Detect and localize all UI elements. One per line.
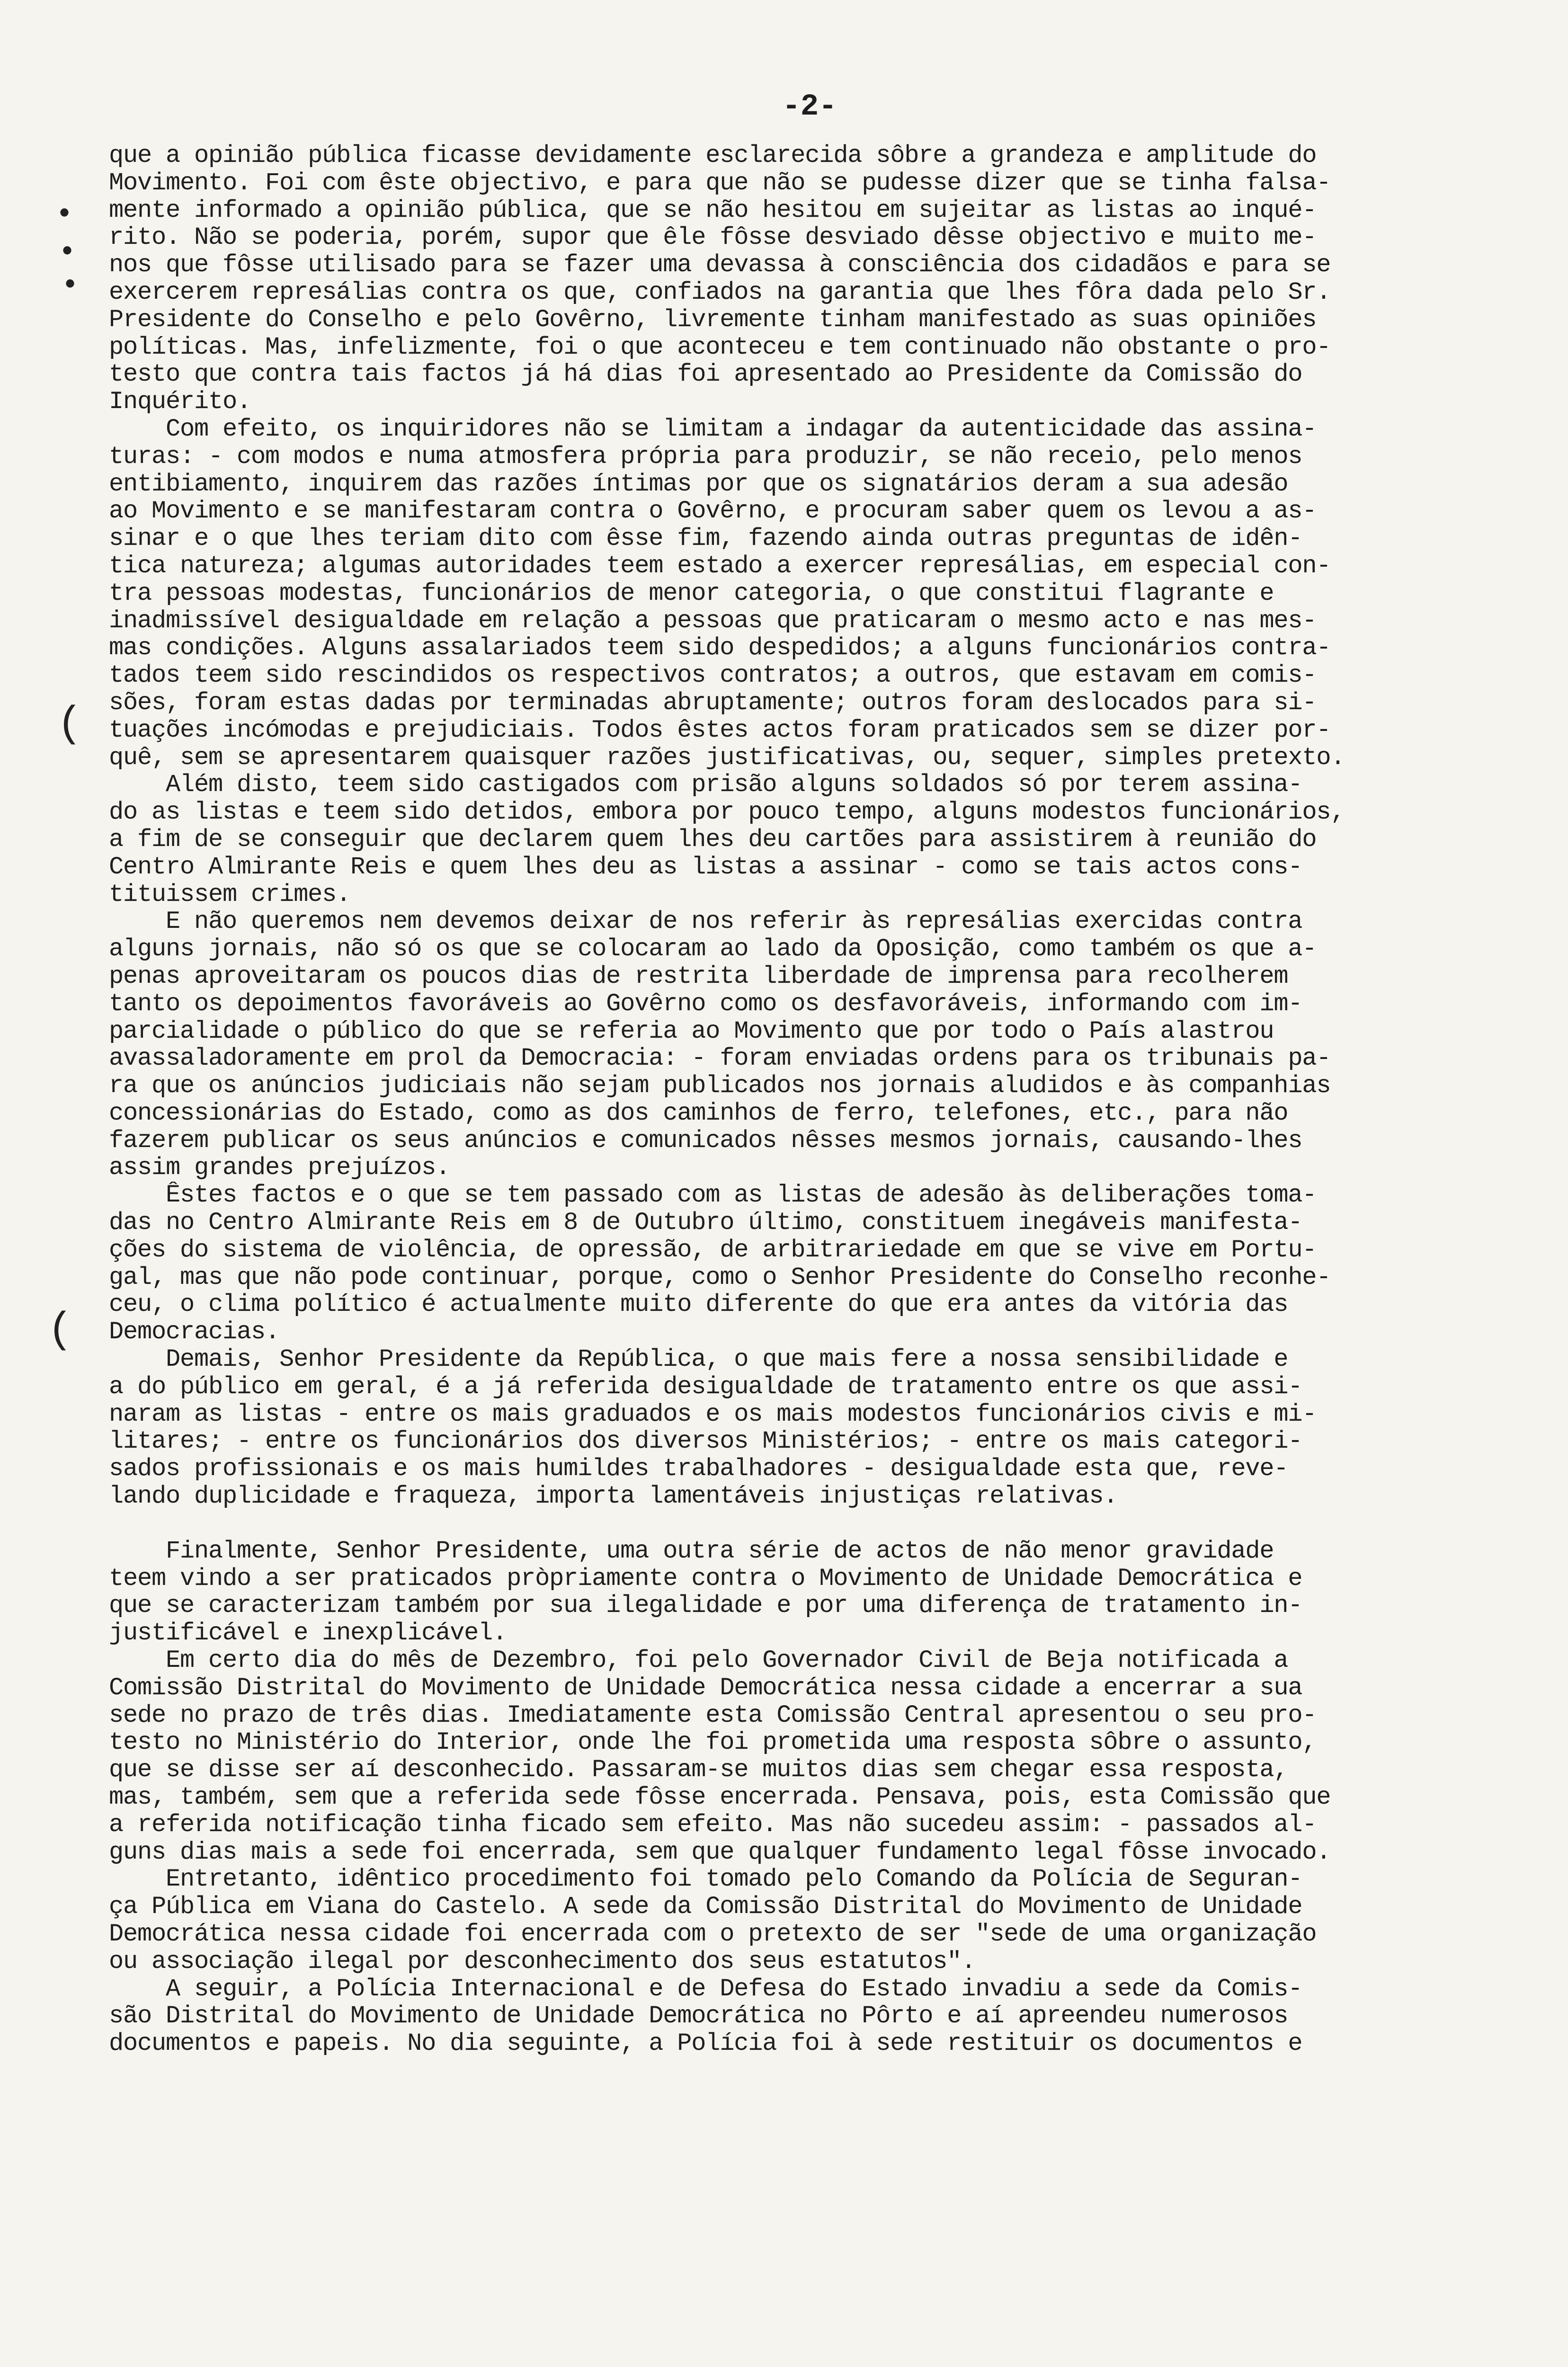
text-line: exercerem represálias contra os que, confiados na garantia que lhes fôra dada pelo Sr. <box>109 278 1331 306</box>
text-line: que se disse ser aí desconhecido. Passaram-se muitos dias sem chegar essa resposta, <box>109 1756 1288 1784</box>
text-line: testo que contra tais factos já há dias foi apresentado ao Presidente da Comissão do <box>109 361 1302 389</box>
text-line: ra que os anúncios judiciais não sejam publicados nos jornais aludidos e às companhias <box>109 1072 1331 1100</box>
text-line: inadmissível desigualdade em relação a pessoas que praticaram o mesmo acto e nas mes- <box>109 607 1317 635</box>
text-line: concessionárias do Estado, como as dos caminhos de ferro, telefones, etc., para não <box>109 1099 1288 1127</box>
margin-mark-left: • <box>59 237 76 269</box>
text-line: penas aproveitaram os poucos dias de restrita liberdade de imprensa para recolherem <box>109 962 1288 990</box>
text-line: ou associação ilegal por desconhecimento dos seus estatutos". <box>109 1948 976 1975</box>
text-line: a fim de se conseguir que declarem quem lhes deu cartões para assistirem à reunião do <box>109 826 1317 854</box>
text-line: turas: - com modos e numa atmosfera própria para produzir, se não receio, pelo menos <box>109 443 1302 471</box>
text-line: E não queremos nem devemos deixar de nos referir às represálias exercidas contra <box>109 908 1302 936</box>
text-line: tituissem crimes. <box>109 881 351 908</box>
text-line: avassaladoramente em prol da Democracia: - foram enviadas ordens para os tribunais pa- <box>109 1045 1331 1073</box>
paragraph <box>109 1647 1472 1866</box>
text-line: Centro Almirante Reis e quem lhes deu as listas a assinar - como se tais actos cons- <box>109 853 1302 881</box>
text-line: litares; - entre os funcionários dos diversos Ministérios; - entre os mais categori- <box>109 1428 1302 1456</box>
text-line: Democracias. <box>109 1318 280 1346</box>
paragraph <box>109 908 1472 1182</box>
margin-mark-left: • <box>56 199 73 231</box>
text-line: mas condições. Alguns assalariados teem sido despedidos; a alguns funcionários contra- <box>109 634 1331 662</box>
paragraph <box>109 142 1472 416</box>
text-line: sede no prazo de três dias. Imediatamente esta Comissão Central apresentou o seu pro- <box>109 1701 1317 1729</box>
text-line: sados profissionais e os mais humildes trabalhadores - desigualdade esta que, reve- <box>109 1455 1288 1483</box>
text-line: A seguir, a Polícia Internacional e de Defesa do Estado invadiu a sede da Comis- <box>109 1975 1302 2003</box>
text-line: mas, também, sem que a referida sede fôsse encerrada. Pensava, pois, esta Comissão que <box>109 1784 1331 1811</box>
text-line: tra pessoas modestas, funcionários de menor categoria, o que constitui flagrante e <box>109 579 1274 607</box>
text-line: ça Pública em Viana do Castelo. A sede da Comissão Distrital do Movimento de Unidade <box>109 1893 1302 1921</box>
text-line: lando duplicidade e fraqueza, importa lamentáveis injustiças relativas. <box>109 1483 1118 1510</box>
text-line: são Distrital do Movimento de Unidade Democrática no Pôrto e aí apreendeu numerosos <box>109 2002 1288 2030</box>
text-line: tados teem sido rescindidos os respectivos contratos; a outros, que estavam em comis- <box>109 662 1317 689</box>
text-line: Inquérito. <box>109 388 251 416</box>
text-line: Movimento. Foi com êste objectivo, e para que não se pudesse dizer que se tinha falsa- <box>109 169 1331 197</box>
text-line: Comissão Distrital do Movimento de Unidade Democrática nessa cidade a encerrar a sua <box>109 1674 1302 1702</box>
text-line: nos que fôsse utilisado para se fazer uma devassa à consciência dos cidadãos e para se <box>109 251 1331 279</box>
page-number: -2- <box>782 90 837 124</box>
text-line: do as listas e teem sido detidos, embora por pouco tempo, alguns modestos funcionários, <box>109 799 1345 826</box>
paragraph <box>109 1975 1472 2057</box>
margin-mark-left: • <box>62 270 79 302</box>
text-line: fazerem publicar os seus anúncios e comunicados nêsses mesmos jornais, causando-lhes <box>109 1127 1302 1155</box>
text-line: tuações incómodas e prejudiciais. Todos êstes actos foram praticados sem se dizer por- <box>109 716 1331 744</box>
paragraph <box>109 1866 1472 1975</box>
paragraph <box>109 416 1472 771</box>
text-line: Além disto, teem sido castigados com prisão alguns soldados só por terem assina- <box>109 771 1302 799</box>
text-line: quê, sem se apresentarem quaisquer razões justificativas, ou, sequer, simples pretexto. <box>109 744 1345 772</box>
text-line: a referida notificação tinha ficado sem efeito. Mas não sucedeu assim: - passados al- <box>109 1811 1317 1839</box>
text-line: Com efeito, os inquiridores não se limitam a indagar da autenticidade das assina- <box>109 415 1317 443</box>
text-line: Demais, Senhor Presidente da República, o que mais fere a nossa sensibilidade e <box>109 1346 1288 1373</box>
text-line: assim grandes prejuízos. <box>109 1154 450 1182</box>
text-line: a do público em geral, é a já referida desigualdade de tratamento entre os que assi- <box>109 1373 1302 1401</box>
paragraph <box>109 771 1472 908</box>
text-line: tanto os depoimentos favoráveis ao Govêrno como os desfavoráveis, informando com im- <box>109 990 1302 1018</box>
letter-body <box>109 142 1472 2057</box>
text-line: sões, foram estas dadas por terminadas abruptamente; outros foram deslocados para si- <box>109 689 1317 717</box>
text-line: testo no Ministério do Interior, onde lhe foi prometida uma resposta sôbre o assunto, <box>109 1729 1317 1757</box>
paragraph-gap <box>109 1510 1472 1538</box>
margin-bracket-mark: ( <box>57 701 83 749</box>
text-line: ao Movimento e se manifestaram contra o Govêrno, e procuram saber quem os levou a as- <box>109 498 1317 525</box>
text-line: ceu, o clima político é actualmente muito diferente do que era antes da vitória das <box>109 1291 1288 1319</box>
text-line: parcialidade o público do que se referia ao Movimento que por todo o País alastrou <box>109 1017 1274 1045</box>
text-line: rito. Não se poderia, porém, supor que êle fôsse desviado dêsse objectivo e muito me- <box>109 224 1317 252</box>
text-line: justificável e inexplicável. <box>109 1620 507 1647</box>
text-line: alguns jornais, não só os que se colocaram ao lado da Oposição, como também os que a- <box>109 935 1317 963</box>
text-line: Democrática nessa cidade foi encerrada com o pretexto de ser "sede de uma organização <box>109 1921 1317 1948</box>
text-line: guns dias mais a sede foi encerrada, sem que qualquer fundamento legal fôsse invocado. <box>109 1838 1331 1866</box>
text-line: que se caracterizam também por sua ilegalidade e por uma diferença de tratamento in- <box>109 1592 1302 1620</box>
text-line: tica natureza; algumas autoridades teem estado a exercer represálias, em especial con- <box>109 552 1331 580</box>
text-line: ções do sistema de violência, de opressão, de arbitrariedade em que se vive em Portu- <box>109 1236 1317 1264</box>
text-line: Presidente do Conselho e pelo Govêrno, livremente tinham manifestado as suas opiniões <box>109 306 1317 334</box>
text-line: políticas. Mas, infelizmente, foi o que aconteceu e tem continuado não obstante o pro- <box>109 333 1331 361</box>
text-line: documentos e papeis. No dia seguinte, a Polícia foi à sede restituir os documentos e <box>109 2030 1302 2057</box>
text-line: que a opinião pública ficasse devidamente esclarecida sôbre a grandeza e amplitude do <box>109 142 1317 169</box>
text-line: teem vindo a ser praticados pròpriamente contra o Movimento de Unidade Democrática e <box>109 1565 1302 1593</box>
margin-bracket-mark: ( <box>47 1307 73 1355</box>
text-line: Em certo dia do mês de Dezembro, foi pelo Governador Civil de Beja notificada a <box>109 1647 1288 1674</box>
text-line: Entretanto, idêntico procedimento foi tomado pelo Comando da Polícia de Seguran- <box>109 1866 1302 1894</box>
text-line: mente informado a opinião pública, que se não hesitou em sujeitar as listas ao inqué- <box>109 196 1317 224</box>
paragraph <box>109 1538 1472 1647</box>
text-line: entibiamento, inquirem das razões íntimas por que os signatários deram a sua adesão <box>109 470 1288 498</box>
text-line: Êstes factos e o que se tem passado com as listas de adesão às deliberações toma- <box>109 1182 1317 1210</box>
text-line: das no Centro Almirante Reis em 8 de Outubro último, constituem inegáveis manifesta- <box>109 1209 1302 1237</box>
text-line: Finalmente, Senhor Presidente, uma outra série de actos de não menor gravidade <box>109 1537 1274 1565</box>
paragraph <box>109 1346 1472 1510</box>
text-line: gal, mas que não pode continuar, porque, como o Senhor Presidente do Conselho reconhe- <box>109 1264 1331 1291</box>
text-line: sinar e o que lhes teriam dito com êsse fim, fazendo ainda outras preguntas de idên- <box>109 525 1302 552</box>
text-line: naram as listas - entre os mais graduados e os mais modestos funcionários civis e mi- <box>109 1400 1317 1428</box>
paragraph <box>109 1182 1472 1346</box>
